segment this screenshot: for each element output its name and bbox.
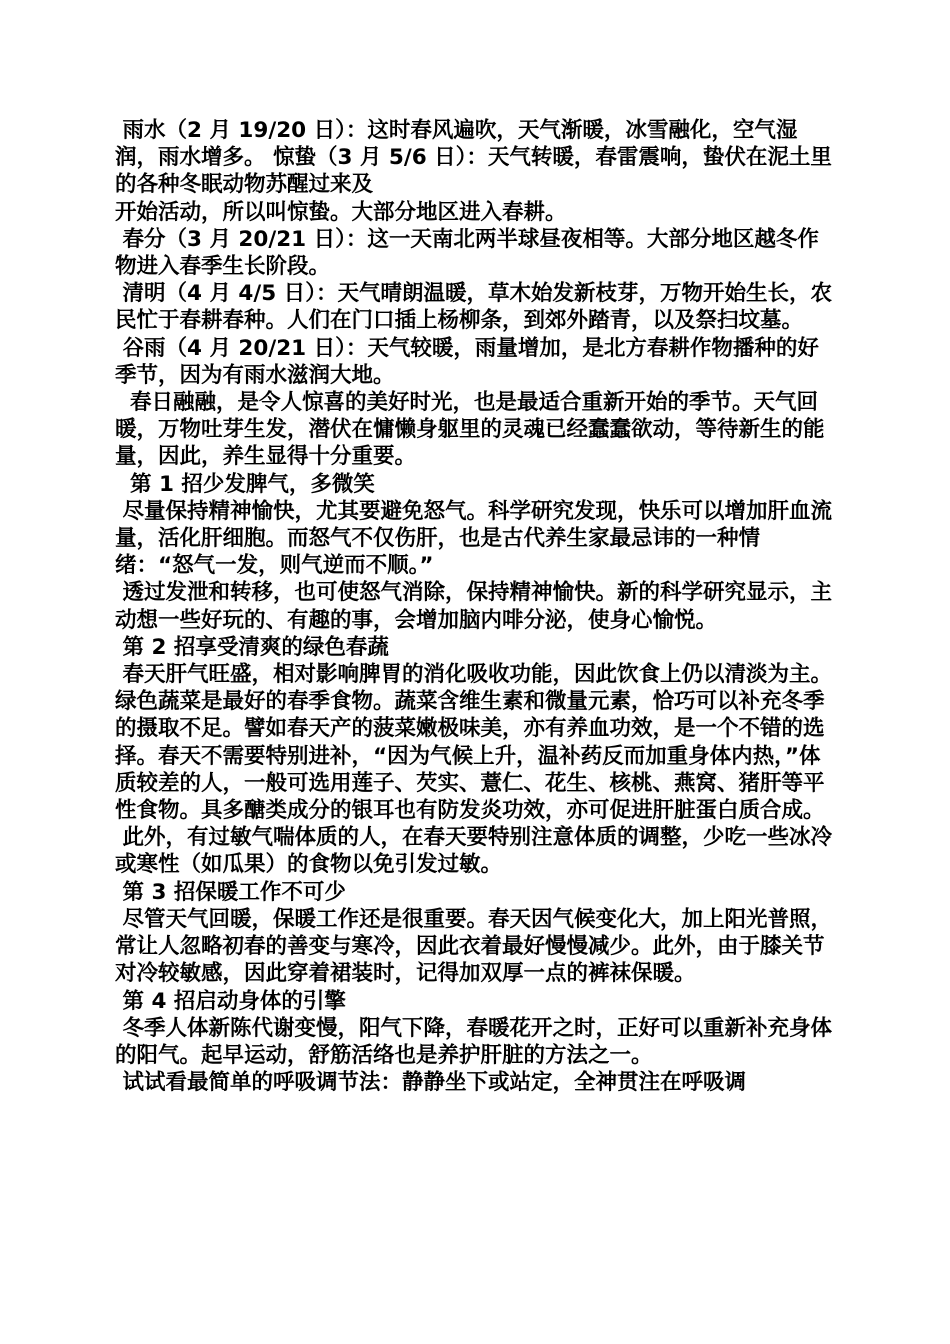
paragraph-tip-2-body: 春天肝气旺盛，相对影响脾胃的消化吸收功能，因此饮食上仍以清淡为主。绿色蔬菜是最好的春季食物。蔬菜含维生素和微量元素，恰巧可以补充冬季的摄取不足。譬如春天产的菠菜嫩极味美，亦有养血功效，是一个不错的选择。春天不需要特别进补，“因为气候上升，温补药反而加重身体内热，”体质较差的人，一般可选用莲子、芡实、薏仁、花生、核桃、燕窝、猪肝等平性食物。具多醣类成分的银耳也有防发炎功效，亦可促进肝脏蛋白质合成。 [115, 662, 833, 824]
paragraph-tip-1-body: 尽量保持精神愉快，尤其要避免怒气。科学研究发现，快乐可以增加肝血流量，活化肝细胞。而怒气不仅伤肝，也是古代养生家最忌讳的一种情绪：“怒气一发，则气逆而不顺。” [115, 498, 833, 579]
heading-tip-4: 第 4 招启动身体的引擎 [115, 988, 346, 1014]
paragraph-yushui-jingzhe: 雨水（2 月 19/20 日）：这时春风遍吹，天气渐暖，冰雪融化，空气湿润，雨水增多。 惊蛰（3 月 5/6 日）：天气转暖，春雷震响，蛰伏在泥土里的各种冬眠动物苏醒过来及 [115, 118, 832, 198]
heading-tip-3: 第 3 招保暖工作不可少 [115, 879, 346, 905]
document-body [115, 117, 837, 1096]
paragraph-spring-intro: 春日融融，是令人惊喜的美好时光，也是最适合重新开始的季节。天气回暖，万物吐芽生发，潜伏在慵懒身躯里的灵魂已经蠢蠢欲动，等待新生的能量，因此，养生显得十分重要。 [115, 390, 825, 470]
paragraph-tip-3-body: 尽管天气回暖，保暖工作还是很重要。春天因气候变化大，加上阳光普照，常让人忽略初春的善变与寒冷，因此衣着最好慢慢减少。此外，由于膝关节对冷较敏感，因此穿着裙装时，记得加双厚一点的裤袜保暖。 [115, 906, 833, 987]
paragraph-tip-1-more: 透过发泄和转移，也可使怒气消除，保持精神愉快。新的科学研究显示，主动想一些好玩的、有趣的事，会增加脑内啡分泌，使身心愉悦。 [115, 580, 833, 633]
paragraph-guyu: 谷雨（4 月 20/21 日）：天气较暖，雨量增加，是北方春耕作物播种的好季节，因为有雨水滋润大地。 [115, 335, 819, 388]
paragraph-tip-4-body: 冬季人体新陈代谢变慢，阳气下降，春暖花开之时，正好可以重新补充身体的阳气。起早运动，舒筋活络也是养护肝脏的方法之一。 [115, 1015, 833, 1068]
paragraph-qingming: 清明（4 月 4/5 日）：天气晴朗温暖，草木始发新枝芽，万物开始生长，农民忙于春耕春种。人们在门口插上杨柳条，到郊外踏青，以及祭扫坟墓。 [115, 281, 832, 334]
paragraph-tip-2-more: 此外，有过敏气喘体质的人，在春天要特别注意体质的调整，少吃一些冰冷或寒性（如瓜果）的食物以免引发过敏。 [115, 825, 833, 878]
paragraph-chunfen: 春分（3 月 20/21 日）：这一天南北两半球昼夜相等。大部分地区越冬作物进入春季生长阶段。 [115, 226, 819, 280]
paragraph-jingzhe-continued: 开始活动，所以叫惊蛰。大部分地区进入春耕。 [115, 199, 567, 225]
paragraph-tip-4-more: 试试看最简单的呼吸调节法：静静坐下或站定，全神贯注在呼吸调 [115, 1070, 747, 1096]
heading-tip-2: 第 2 招享受清爽的绿色春蔬 [115, 634, 389, 660]
heading-tip-1: 第 1 招少发脾气，多微笑 [115, 471, 375, 497]
